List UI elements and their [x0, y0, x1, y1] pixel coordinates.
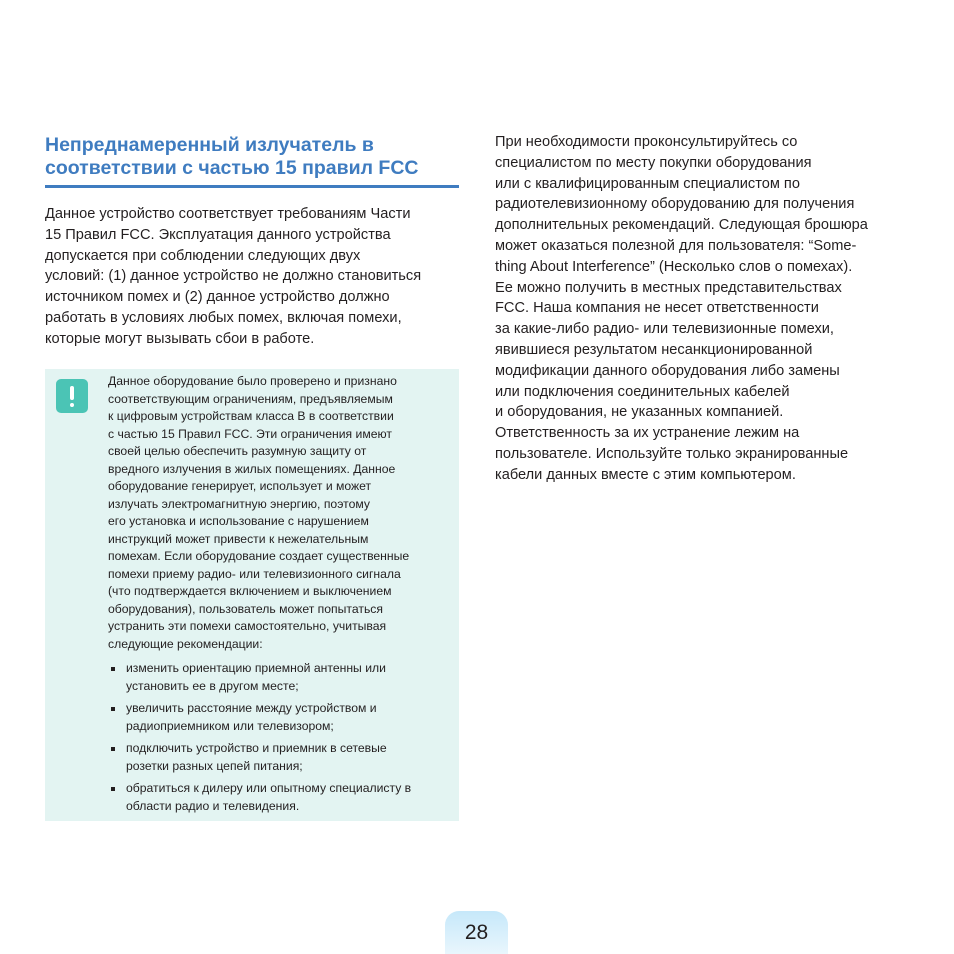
paragraph-line: Ее можно получить в местных представительствах [495, 279, 842, 296]
heading-line: Непреднамеренный излучатель в [45, 134, 374, 156]
square-bullet-icon [111, 787, 115, 791]
notice-text [108, 373, 409, 653]
paragraph-line: которые могут вызывать сбои в работе. [45, 330, 315, 347]
page-number: 28 [464, 921, 489, 944]
notice-line: своей целью обеспечить разумную защиту от [108, 444, 367, 458]
paragraph-line: дополнительных рекомендаций. Следующая брошюра [495, 217, 868, 234]
paragraph-line: или подключения соединительных кабелей [495, 383, 790, 400]
section-heading [45, 134, 459, 180]
list-item: изменить ориентацию приемной антенны или установить ее в другом месте; [108, 660, 411, 695]
paragraph-line: работать в условиях любых помех, включая помехи, [45, 309, 402, 326]
paragraph-line: может оказаться полезной для пользователя: “Some- [495, 237, 857, 254]
exclamation-icon [56, 379, 88, 413]
paragraph-line: Ответственность за их устранение лежим на [495, 425, 800, 442]
notice-line: оборудования), пользователь может попытаться [108, 601, 383, 616]
paragraph-line: условий: (1) данное устройство не должно становиться [45, 268, 422, 285]
recommendation-list [108, 660, 411, 820]
paragraph-line: и оборудования, не указанных компанией. [495, 404, 784, 421]
paragraph-line: FCC. Наша компания не несет ответственности [495, 300, 819, 317]
paragraph-line: специалистом по месту покупки оборудования [495, 154, 812, 171]
notice-line: помехам. Если оборудование создает существенные [108, 549, 410, 563]
square-bullet-icon [111, 667, 115, 671]
list-item: обратиться к дилеру или опытному специалисту в области радио и телевидения. [108, 780, 411, 815]
paragraph-line: Данное устройство соответствует требованиям Части [45, 206, 411, 222]
notice-line: следующие рекомендации: [108, 636, 263, 651]
notice-line: устранить эти помехи самостоятельно, учитывая [108, 619, 387, 633]
heading-underline [45, 185, 459, 188]
notice-line: его установка и использование с нарушением [108, 514, 369, 528]
list-item: подключить устройство и приемник в сетевые розетки разных цепей питания; [108, 740, 411, 775]
paragraph-line: допускается при соблюдении следующих двух [45, 247, 361, 264]
notice-line: соответствующим ограничениям, предъявляемым [108, 391, 393, 406]
paragraph-line: модификации данного оборудования либо замены [495, 362, 840, 379]
notice-box [45, 369, 459, 821]
paragraph-line: за какие-либо радио- или телевизионные помехи, [495, 321, 834, 338]
notice-line: с частью 15 Правил FCC. Эти ограничения имеют [108, 426, 392, 441]
consultation-paragraph [495, 132, 868, 486]
square-bullet-icon [111, 747, 115, 751]
notice-line: инструкций может привести к нежелательным [108, 531, 369, 546]
notice-line: излучать электромагнитную энергию, поэтому [108, 496, 370, 511]
paragraph-line: явившиеся результатом несанкционированной [495, 341, 813, 358]
paragraph-line: При необходимости проконсультируйтесь со [495, 134, 798, 150]
paragraph-line: 15 Правил FCC. Эксплуатация данного устройства [45, 226, 391, 243]
fcc-compliance-paragraph [45, 204, 421, 350]
square-bullet-icon [111, 707, 115, 711]
notice-line: помехи приему радио- или телевизионного сигнала [108, 566, 401, 581]
notice-line: оборудование генерирует, использует и может [108, 479, 372, 493]
paragraph-line: пользователе. Используйте только экранированные [495, 445, 849, 462]
paragraph-line: радиотелевизионному оборудованию для получения [495, 196, 855, 213]
list-item: увеличить расстояние между устройством и радиоприемником или телевизором; [108, 700, 411, 735]
paragraph-line: источником помех и (2) данное устройство должно [45, 289, 390, 306]
notice-line: Данное оборудование было проверено и признано [108, 374, 397, 388]
paragraph-line: или с квалифицированным специалистом по [495, 175, 800, 192]
paragraph-line: thing About Interference” (Несколько слов о помехах). [495, 258, 853, 275]
notice-line: (что подтверждается включением и выключением [108, 584, 392, 598]
page-number-tab [445, 911, 508, 954]
paragraph-line: кабели данных вместе с этим компьютером. [495, 466, 796, 483]
notice-line: вредного излучения в жилых помещениях. Данное [108, 461, 396, 476]
heading-line: соответствии с частью 15 правил FCC [45, 157, 419, 179]
notice-line: к цифровым устройствам класса B в соответствии [108, 409, 394, 423]
